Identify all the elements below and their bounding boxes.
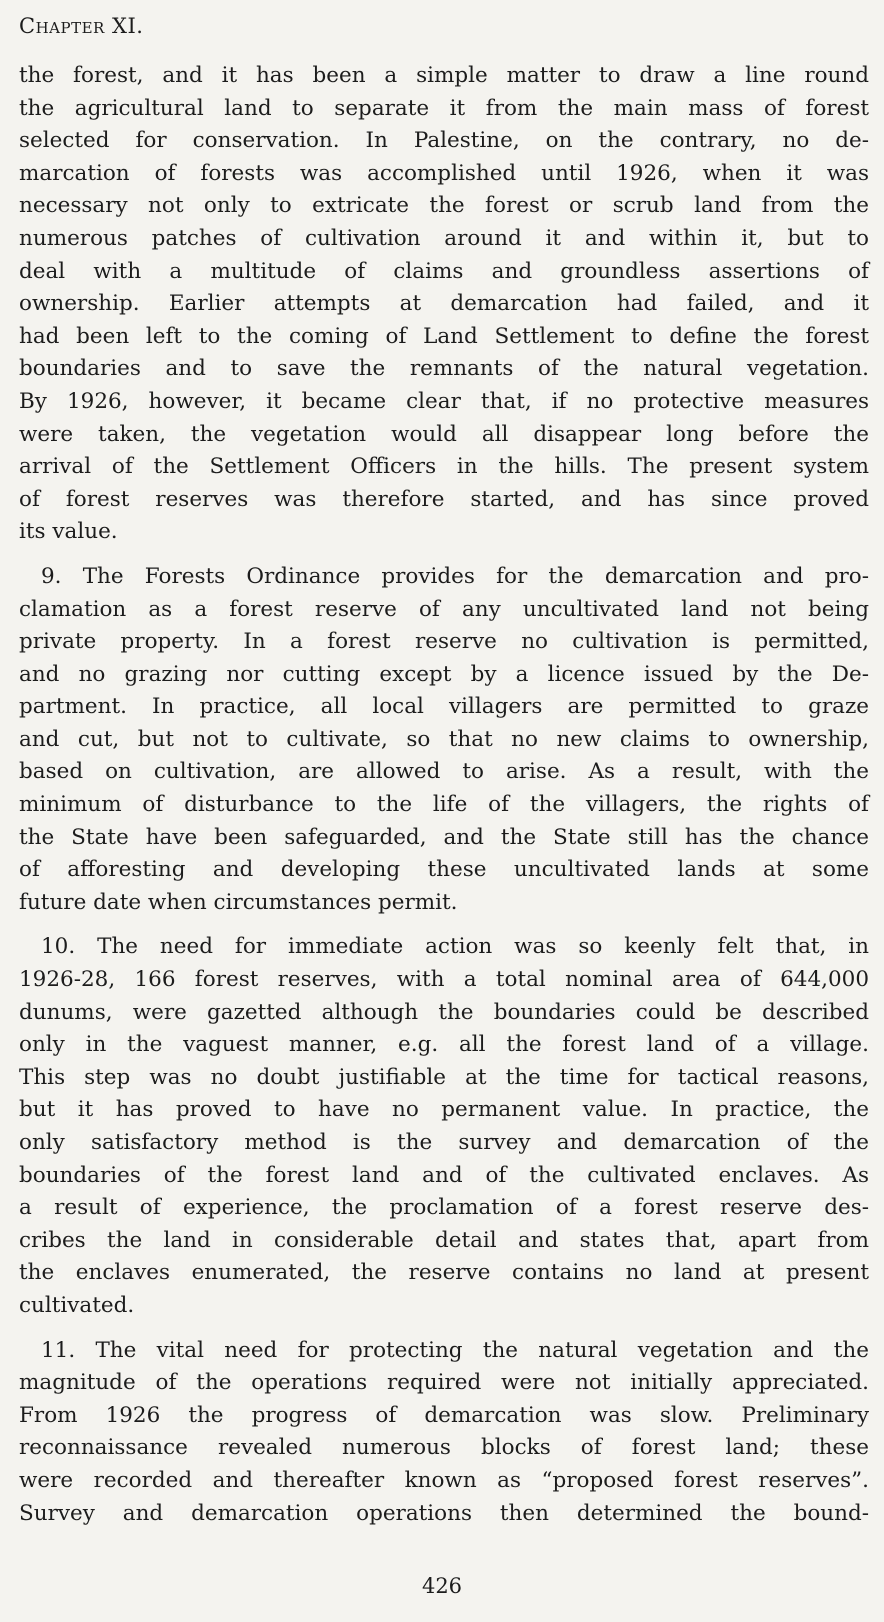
paragraph-9: [19, 561, 869, 920]
text-line: necessary not only to extricate the forest or scrub land from the: [19, 193, 869, 219]
text-line: were taken, the vegetation would all disappear long before the: [19, 421, 869, 447]
text-line: 1926-28, 166 forest reserves, with a total nominal area of 644,000: [19, 967, 869, 993]
text-line: partment. In practice, all local villagers are permitted to graze: [19, 694, 869, 720]
text-line: dunums, were gazetted although the boundaries could be described: [19, 999, 869, 1025]
text-line: and cut, but not to cultivate, so that no new claims to ownership,: [19, 726, 869, 752]
paragraph-10: [19, 931, 869, 1322]
text-line: selected for conservation. In Palestine, on the contrary, no de-: [19, 128, 869, 154]
text-line: only satisfactory method is the survey and demarcation of the: [19, 1130, 869, 1155]
text-line: This step was no doubt justifiable at the time for tactical reasons,: [19, 1064, 869, 1090]
text-line: By 1926, however, it became clear that, if no protective measures: [19, 388, 869, 414]
text-line: the enclaves enumerated, the reserve contains no land at present: [19, 1260, 869, 1286]
text-line: From 1926 the progress of demarcation was slow. Preliminary: [19, 1402, 869, 1428]
text-line: the agricultural land to separate it from the main mass of forest: [19, 95, 869, 121]
text-line: only in the vaguest manner, e.g. all the forest land of a village.: [19, 1032, 869, 1058]
text-line: had been left to the coming of Land Settlement to define the forest: [19, 323, 869, 349]
text-line: deal with a multitude of claims and groundless assertions of: [19, 258, 869, 284]
text-line: 10. The need for immediate action was so keenly felt that, in: [41, 934, 869, 960]
page-number: 426: [421, 1574, 463, 1598]
text-line: were recorded and thereafter known as “proposed forest reserves”.: [19, 1467, 869, 1493]
text-line: reconnaissance revealed numerous blocks of forest land; these: [19, 1435, 869, 1461]
text-line: arrival of the Settlement Officers in the hills. The present system: [19, 454, 869, 480]
paragraph-11: [19, 1335, 869, 1531]
text-line: boundaries and to save the remnants of the natural vegetation.: [19, 356, 869, 382]
text-line: clamation as a forest reserve of any uncultivated land not being: [19, 596, 869, 622]
text-line: the forest, and it has been a simple matter to draw a line round: [19, 63, 869, 88]
text-line: but it has proved to have no permanent value. In practice, the: [19, 1097, 869, 1123]
text-line: Survey and demarcation operations then determined the bound-: [19, 1500, 869, 1526]
text-line: of forest reserves was therefore started, and has since proved: [19, 486, 869, 512]
text-line: cribes the land in considerable detail and states that, apart from: [19, 1227, 869, 1253]
text-line: its value.: [19, 519, 118, 545]
text-line: and no grazing nor cutting except by a licence issued by the De-: [19, 661, 869, 687]
text-line: a result of experience, the proclamation of a forest reserve des-: [19, 1195, 869, 1221]
text-line: numerous patches of cultivation around it and within it, but to: [19, 225, 869, 251]
chapter-heading: Chapter XI.: [19, 14, 144, 38]
text-line: the State have been safeguarded, and the State still has the chance: [19, 824, 869, 850]
text-line: of afforesting and developing these uncultivated lands at some: [19, 857, 869, 883]
text-line: private property. In a forest reserve no cultivation is permitted,: [19, 629, 869, 655]
text-line: 9. The Forests Ordinance provides for the demarcation and pro-: [41, 563, 869, 589]
paragraph-continued: [19, 60, 869, 549]
text-line: marcation of forests was accomplished until 1926, when it was: [19, 160, 869, 186]
text-line: based on cultivation, are allowed to arise. As a result, with the: [19, 759, 869, 785]
text-line: 11. The vital need for protecting the natural vegetation and the: [41, 1337, 869, 1363]
text-line: boundaries of the forest land and of the cultivated enclaves. As: [19, 1162, 869, 1188]
text-line: minimum of disturbance to the life of the villagers, the rights of: [19, 792, 869, 818]
text-line: ownership. Earlier attempts at demarcation had failed, and it: [19, 291, 869, 317]
text-line: future date when circumstances permit.: [19, 889, 458, 915]
text-line: magnitude of the operations required were not initially appreciated.: [19, 1370, 869, 1396]
body-text: [19, 60, 869, 1542]
text-line: cultivated.: [19, 1292, 135, 1318]
